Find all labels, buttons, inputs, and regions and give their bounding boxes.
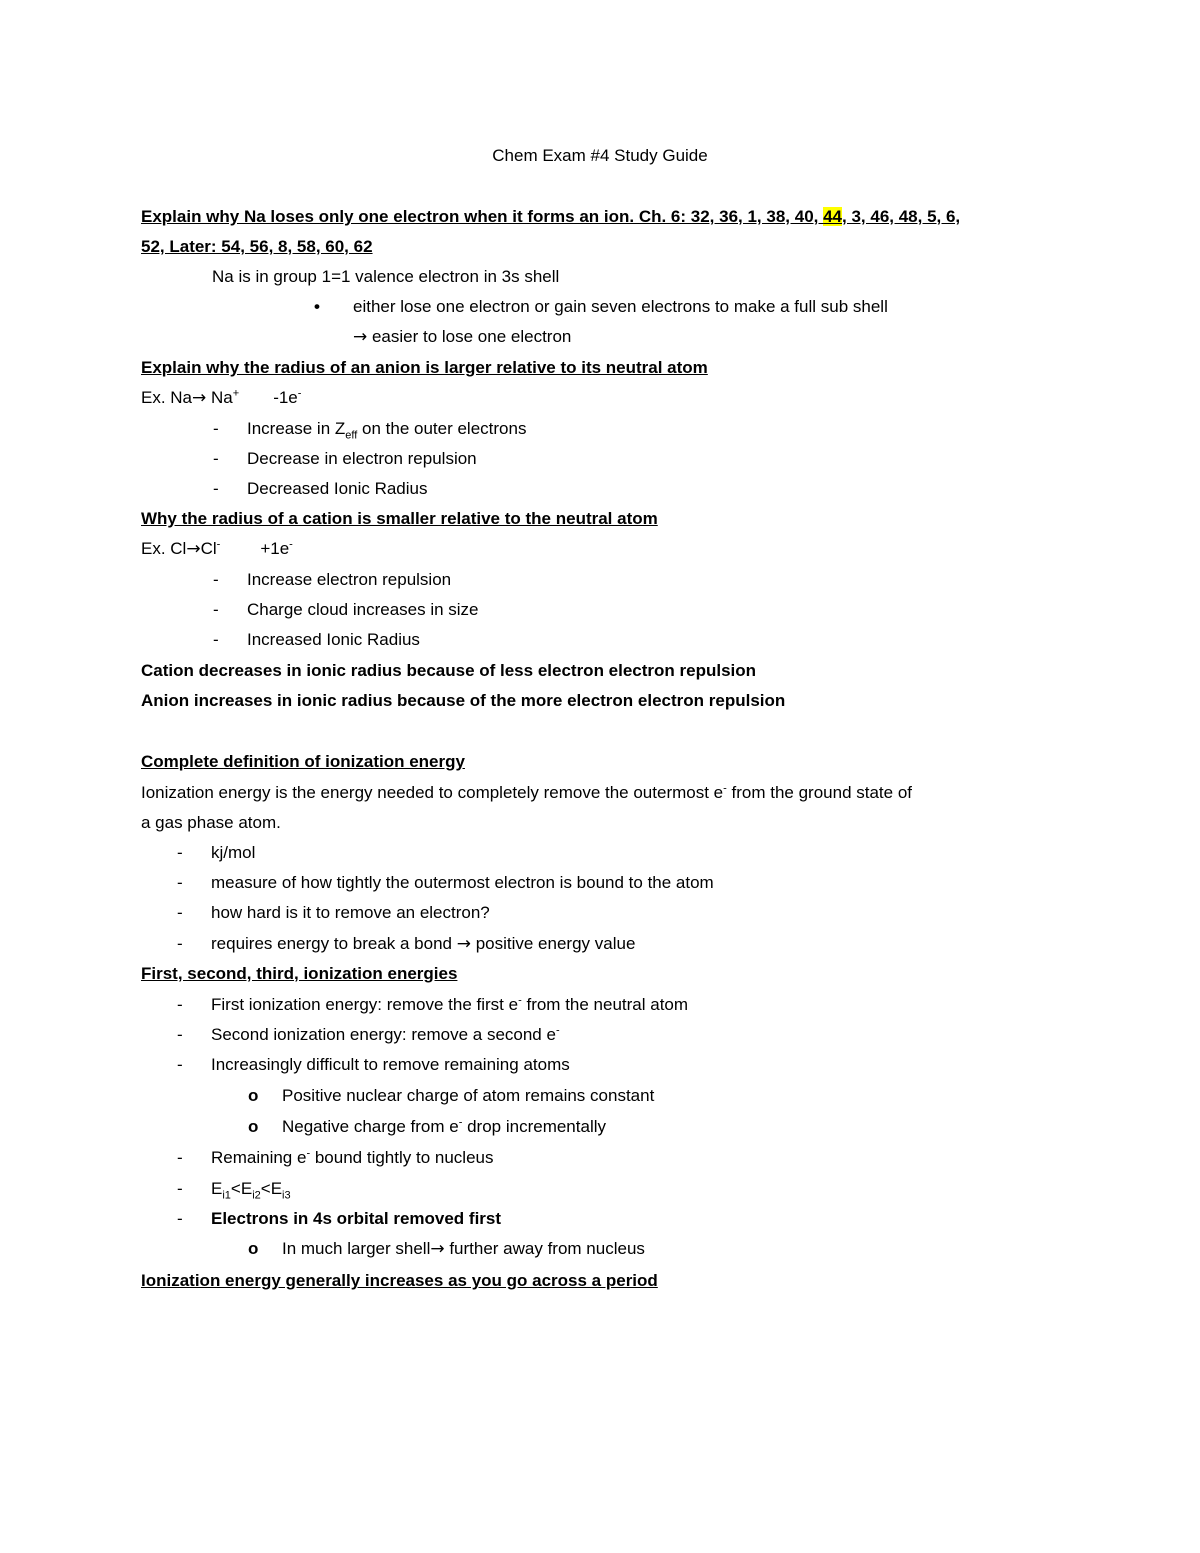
list-item-text: bound tightly to nucleus bbox=[310, 1148, 494, 1167]
section-heading-anion: Explain why the radius of an anion is larger relative to its neutral atom bbox=[141, 358, 708, 377]
bullet-text: either lose one electron or gain seven electrons to make a full sub shell bbox=[353, 297, 888, 316]
na-group-line: Na is in group 1=1 valence electron in 3s shell bbox=[212, 267, 560, 286]
charge-superscript: - bbox=[723, 782, 727, 795]
list-item bbox=[211, 994, 688, 1016]
list-item: Electrons in 4s orbital removed first bbox=[211, 1209, 502, 1228]
heading-text: Explain why Na loses only one electron when it forms an ion. Ch. 6: 32, 36, 1, 38, 40, bbox=[141, 207, 824, 226]
charge-superscript: - bbox=[458, 1116, 463, 1129]
section-heading-ionization-definition: Complete definition of ionization energy bbox=[141, 752, 465, 771]
subscript: eff bbox=[345, 429, 358, 442]
section-heading-cation: Why the radius of a cation is smaller relative to the neutral atom bbox=[141, 509, 658, 528]
definition-line-2: a gas phase atom. bbox=[141, 813, 281, 832]
list-item: Decrease in electron repulsion bbox=[247, 449, 477, 468]
sub-list-item bbox=[282, 1238, 645, 1260]
dash-icon: - bbox=[213, 600, 219, 619]
dash-icon: - bbox=[177, 1148, 183, 1167]
inequality-item bbox=[211, 1178, 291, 1200]
list-item bbox=[247, 418, 526, 440]
list-item-text: First ionization energy: remove the first e bbox=[211, 995, 519, 1014]
list-item-text: Remaining e bbox=[211, 1148, 307, 1167]
arrow-line bbox=[353, 326, 571, 348]
example-reactant: Ex. Na bbox=[141, 388, 193, 407]
list-item: Increase electron repulsion bbox=[247, 570, 452, 589]
subscript: i1 bbox=[222, 1189, 231, 1202]
highlighted-problem-number: 44 bbox=[823, 207, 843, 226]
right-arrow-icon: → bbox=[430, 1239, 445, 1259]
sub-list-item bbox=[282, 1116, 606, 1138]
subscript: i2 bbox=[252, 1189, 261, 1202]
dash-icon: - bbox=[213, 419, 219, 438]
definition-text: Ionization energy is the energy needed to completely remove the outermost e bbox=[141, 783, 724, 802]
less-than: < bbox=[260, 1179, 271, 1198]
list-item bbox=[211, 1147, 493, 1169]
list-item-text: on the outer electrons bbox=[357, 419, 527, 438]
example-reactant: Ex. Cl bbox=[141, 539, 187, 558]
dash-icon: - bbox=[177, 843, 183, 862]
list-item-text: drop incrementally bbox=[462, 1117, 606, 1136]
section-heading-ionization-energies: First, second, third, ionization energies bbox=[141, 964, 458, 983]
charge-superscript: - bbox=[518, 994, 522, 1007]
dash-icon: - bbox=[177, 934, 183, 953]
arrow-text: easier to lose one electron bbox=[367, 327, 572, 346]
footer-heading: Ionization energy generally increases as you go across a period bbox=[141, 1271, 658, 1290]
definition-text: from the ground state of bbox=[726, 783, 913, 802]
example-product: Cl bbox=[200, 539, 217, 558]
list-item: measure of how tightly the outermost electron is bound to the atom bbox=[211, 873, 714, 892]
summary-cation: Cation decreases in ionic radius because of less electron electron repulsion bbox=[141, 661, 757, 680]
charge-superscript: - bbox=[555, 1024, 560, 1037]
example-line-cl bbox=[141, 538, 293, 560]
document-title: Chem Exam #4 Study Guide bbox=[492, 146, 708, 165]
section-heading-na-line2: 52, Later: 54, 56, 8, 58, 60, 62 bbox=[141, 237, 373, 256]
list-item-text: Second ionization energy: remove a second e bbox=[211, 1025, 556, 1044]
list-item: Increasingly difficult to remove remaining atoms bbox=[211, 1055, 570, 1074]
list-item-text: Negative charge from e bbox=[282, 1117, 459, 1136]
subscript: i3 bbox=[282, 1189, 291, 1202]
energy-symbol: E bbox=[211, 1179, 223, 1198]
list-item bbox=[211, 933, 635, 955]
less-than: < bbox=[230, 1179, 241, 1198]
right-arrow-icon: → bbox=[456, 934, 471, 954]
section-heading-na bbox=[141, 206, 960, 228]
dash-icon: - bbox=[177, 903, 183, 922]
summary-anion: Anion increases in ionic radius because of the more electron electron repulsion bbox=[141, 691, 786, 710]
list-item: Increased Ionic Radius bbox=[247, 630, 420, 649]
list-item-text: further away from nucleus bbox=[444, 1239, 645, 1258]
right-arrow-icon: → bbox=[353, 327, 368, 347]
sub-list-item: Positive nuclear charge of atom remains constant bbox=[282, 1086, 655, 1105]
circle-bullet-icon: o bbox=[248, 1117, 259, 1136]
list-item: kj/mol bbox=[211, 843, 256, 862]
energy-symbol: E bbox=[240, 1179, 253, 1198]
example-product: Na bbox=[206, 388, 233, 407]
definition-line-1 bbox=[141, 782, 912, 804]
circle-bullet-icon: o bbox=[248, 1239, 259, 1258]
dash-icon: - bbox=[177, 1025, 183, 1044]
list-item: Charge cloud increases in size bbox=[247, 600, 479, 619]
dash-icon: - bbox=[213, 630, 219, 649]
dash-icon: - bbox=[177, 1179, 183, 1198]
dash-icon: - bbox=[213, 570, 219, 589]
dash-icon: - bbox=[177, 873, 183, 892]
list-item-text: requires energy to break a bond bbox=[211, 934, 457, 953]
electron-change: +1e bbox=[260, 539, 290, 558]
charge-superscript: - bbox=[289, 538, 293, 551]
dash-icon: - bbox=[177, 1055, 183, 1074]
dash-icon: - bbox=[177, 995, 183, 1014]
list-item-text: positive energy value bbox=[470, 934, 636, 953]
dash-icon: - bbox=[213, 479, 219, 498]
circle-bullet-icon: o bbox=[248, 1086, 259, 1105]
charge-superscript: - bbox=[216, 538, 221, 551]
heading-text-continued: , 3, 46, 48, 5, 6, bbox=[842, 207, 961, 226]
charge-superscript: - bbox=[306, 1147, 311, 1160]
bullet-icon: • bbox=[314, 297, 320, 316]
dash-icon: - bbox=[177, 1209, 183, 1228]
example-line-na bbox=[141, 387, 301, 409]
list-item: Decreased Ionic Radius bbox=[247, 479, 428, 498]
right-arrow-icon: → bbox=[186, 539, 201, 559]
dash-icon: - bbox=[213, 449, 219, 468]
charge-superscript: - bbox=[297, 387, 302, 400]
electron-change: -1e bbox=[273, 388, 298, 407]
list-item-text: In much larger shell bbox=[282, 1239, 431, 1258]
list-item-text: Increase in Z bbox=[247, 419, 346, 438]
charge-superscript: + bbox=[232, 387, 240, 400]
list-item-text: from the neutral atom bbox=[521, 995, 689, 1014]
right-arrow-icon: → bbox=[192, 388, 207, 408]
list-item: how hard is it to remove an electron? bbox=[211, 903, 490, 922]
energy-symbol: E bbox=[270, 1179, 283, 1198]
list-item bbox=[211, 1024, 560, 1046]
